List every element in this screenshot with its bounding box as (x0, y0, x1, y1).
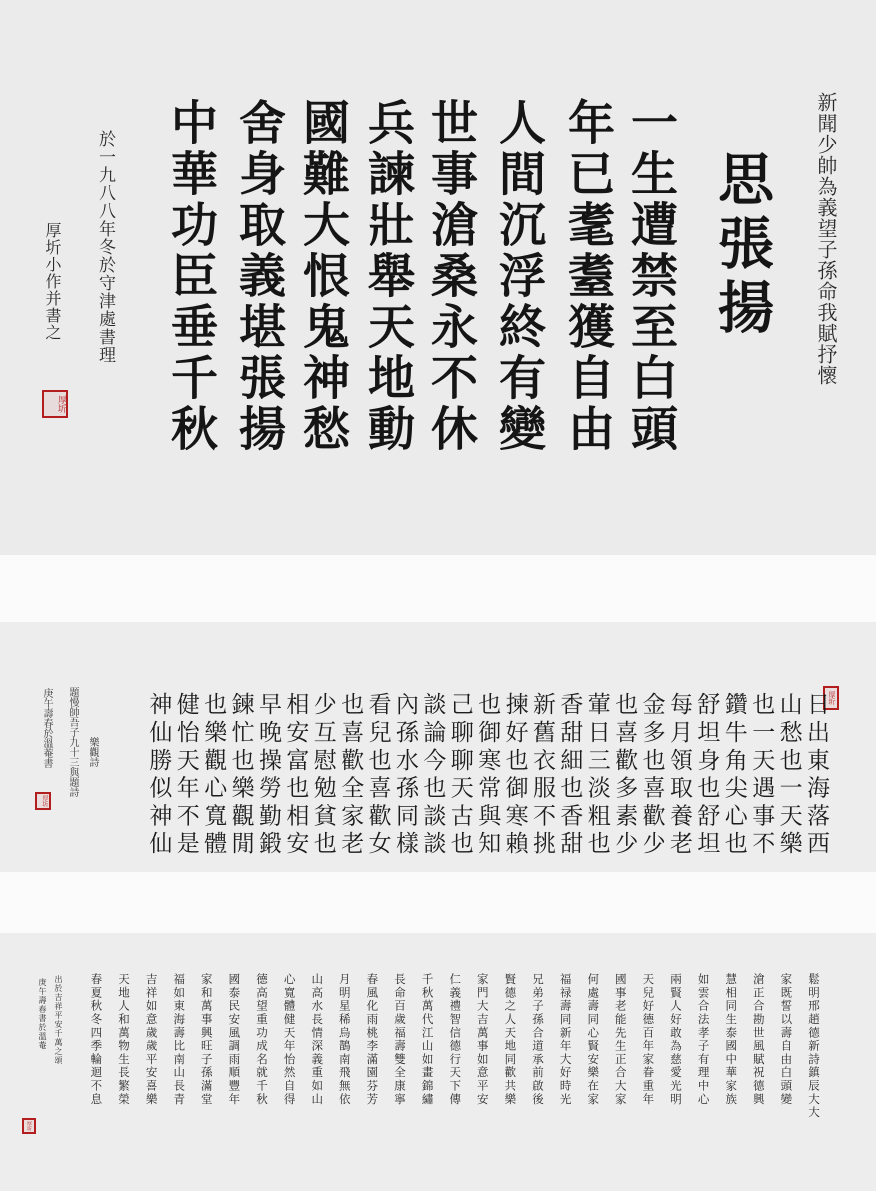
text-column: 舒坦身也舒坦 (693, 692, 720, 859)
text-column: 天地人和萬物生長繁榮 (117, 973, 131, 1106)
text-column: 談論今也談談 (419, 692, 446, 859)
poem-column: 中華功臣垂千秋 (163, 98, 218, 455)
text-column: 慧相同生泰國中華家族 (724, 973, 739, 1106)
text-column: 山高水長情深義重如山 (310, 973, 325, 1106)
calligraphy-scroll-bottom (0, 933, 876, 1191)
text-column: 也御寒常與知 (474, 692, 501, 859)
inscription: 題慢帥吾子九十三與題詩 (67, 687, 78, 797)
text-column: 也一天遇事不 (748, 692, 775, 859)
text-column: 長命百歲福壽雙全康寧 (393, 973, 407, 1106)
text-column: 鑽牛角尖心也 (720, 692, 747, 859)
text-column: 相安富也相安 (282, 692, 309, 859)
text-column: 心寬體健天年怡然自得 (282, 973, 297, 1106)
poem-column: 年已耄耋獲自由 (560, 98, 615, 455)
text-column: 春風化雨桃李滿園芬芳 (365, 973, 380, 1106)
text-column: 家和萬事興旺子孫滿堂 (199, 973, 214, 1106)
text-column: 月明星稀烏鵲南飛無依 (337, 973, 352, 1106)
text-column: 也樂觀心寬體 (200, 692, 227, 859)
inscription: 庚午壽春書於溫菴 (38, 978, 47, 1050)
calligraphy-scroll-middle (0, 622, 876, 872)
text-column: 己聊聊天古也 (446, 692, 473, 859)
text-column: 內孫水孫同樣 (392, 692, 418, 859)
red-seal-stamp: 厚圻 (35, 792, 51, 810)
page-gap (0, 555, 876, 622)
poem-column: 世事滄桑永不休 (423, 98, 478, 455)
text-column: 也喜歡多素少 (611, 692, 638, 859)
text-column: 兄弟子孫合道承前啟後 (531, 973, 545, 1106)
inscription: 樂觀詩 (87, 737, 98, 767)
text-column: 揀好也御寒賴 (501, 692, 528, 859)
text-column: 天兒好德百年家眷重年 (641, 973, 656, 1106)
text-column: 家既誓以壽自由白頭變 (779, 973, 794, 1106)
text-column: 國泰民安風調雨順豐年 (227, 973, 242, 1106)
red-seal-stamp: 厚圻 (823, 686, 839, 710)
text-column: 金多也喜歡少 (638, 692, 665, 859)
red-seal-stamp: 厚圻 (42, 390, 68, 418)
text-column: 福如東海壽比南山長青 (172, 973, 187, 1106)
poem-column: 兵諫壯舉天地動 (360, 98, 415, 455)
text-column: 德高望重功成名就千秋 (255, 973, 269, 1106)
text-column: 每月領取養老 (666, 692, 692, 859)
text-column: 神仙勝似神仙 (145, 692, 172, 859)
inscription: 於一九八八年冬於守津處書理 (95, 130, 115, 364)
text-column: 春夏秋冬四季輪迴不息 (89, 973, 104, 1106)
text-column: 香甜細也香甜 (556, 692, 583, 859)
inscription: 厚圻小作并書之 (43, 222, 62, 341)
poem-title: 思張揚 (709, 150, 775, 342)
text-column: 仁義禮智信德行天下傳 (448, 973, 463, 1106)
text-column: 山愁也一天樂 (775, 692, 802, 859)
text-column: 國事老能先生正合大家 (613, 973, 628, 1106)
text-column: 滄正合勘世風賦祝德興 (751, 973, 766, 1106)
text-column: 葷日三淡粗也 (583, 692, 610, 859)
text-column: 家門大吉萬事如意平安 (475, 973, 490, 1106)
text-column: 早晚操勞勤鍛 (255, 692, 281, 859)
text-column: 鬆明邢趙德新詩鎮辰大大 (807, 973, 821, 1120)
text-column: 健怡天年不是 (172, 692, 199, 859)
text-column: 福禄壽同新年大好時光 (558, 973, 573, 1106)
text-column: 少互慰勉貧也 (309, 692, 336, 859)
text-column: 千秋萬代江山如畫錦繡 (420, 973, 435, 1106)
text-column: 賢德之人天地同歡共樂 (503, 973, 518, 1106)
text-column: 日出東海落西 (803, 692, 829, 859)
inscription: 庚午壽春於溫菴書 (41, 688, 52, 768)
red-seal-stamp: 厚圻 (22, 1118, 36, 1134)
text-column: 鍊忙也樂觀閒 (227, 692, 254, 859)
text-column: 兩賢人好敢為慈愛光明 (669, 973, 683, 1106)
text-column: 如雲合法孝子有理中心 (696, 973, 711, 1106)
inscription: 出於吉祥平安千萬之頌 (54, 975, 63, 1065)
dedication-text: 新聞少帥為義望子孫命我賦抒懷 (814, 92, 838, 386)
text-column: 新舊衣服不挑 (529, 692, 555, 859)
page-gap (0, 872, 876, 933)
poem-column: 人間沉浮終有變 (491, 98, 546, 455)
text-column: 何處壽同心賢安樂在家 (586, 973, 601, 1106)
text-column: 吉祥如意歲歲平安喜樂 (144, 973, 159, 1106)
text-column: 看兒也喜歡女 (364, 692, 391, 859)
poem-column: 一生遭禁至白頭 (623, 98, 678, 455)
text-column: 也喜歡全家老 (337, 692, 364, 859)
poem-column: 舍身取義堪張揚 (231, 98, 286, 455)
poem-column: 國難大恨鬼神愁 (295, 98, 350, 455)
calligraphy-scroll-top (0, 0, 876, 555)
